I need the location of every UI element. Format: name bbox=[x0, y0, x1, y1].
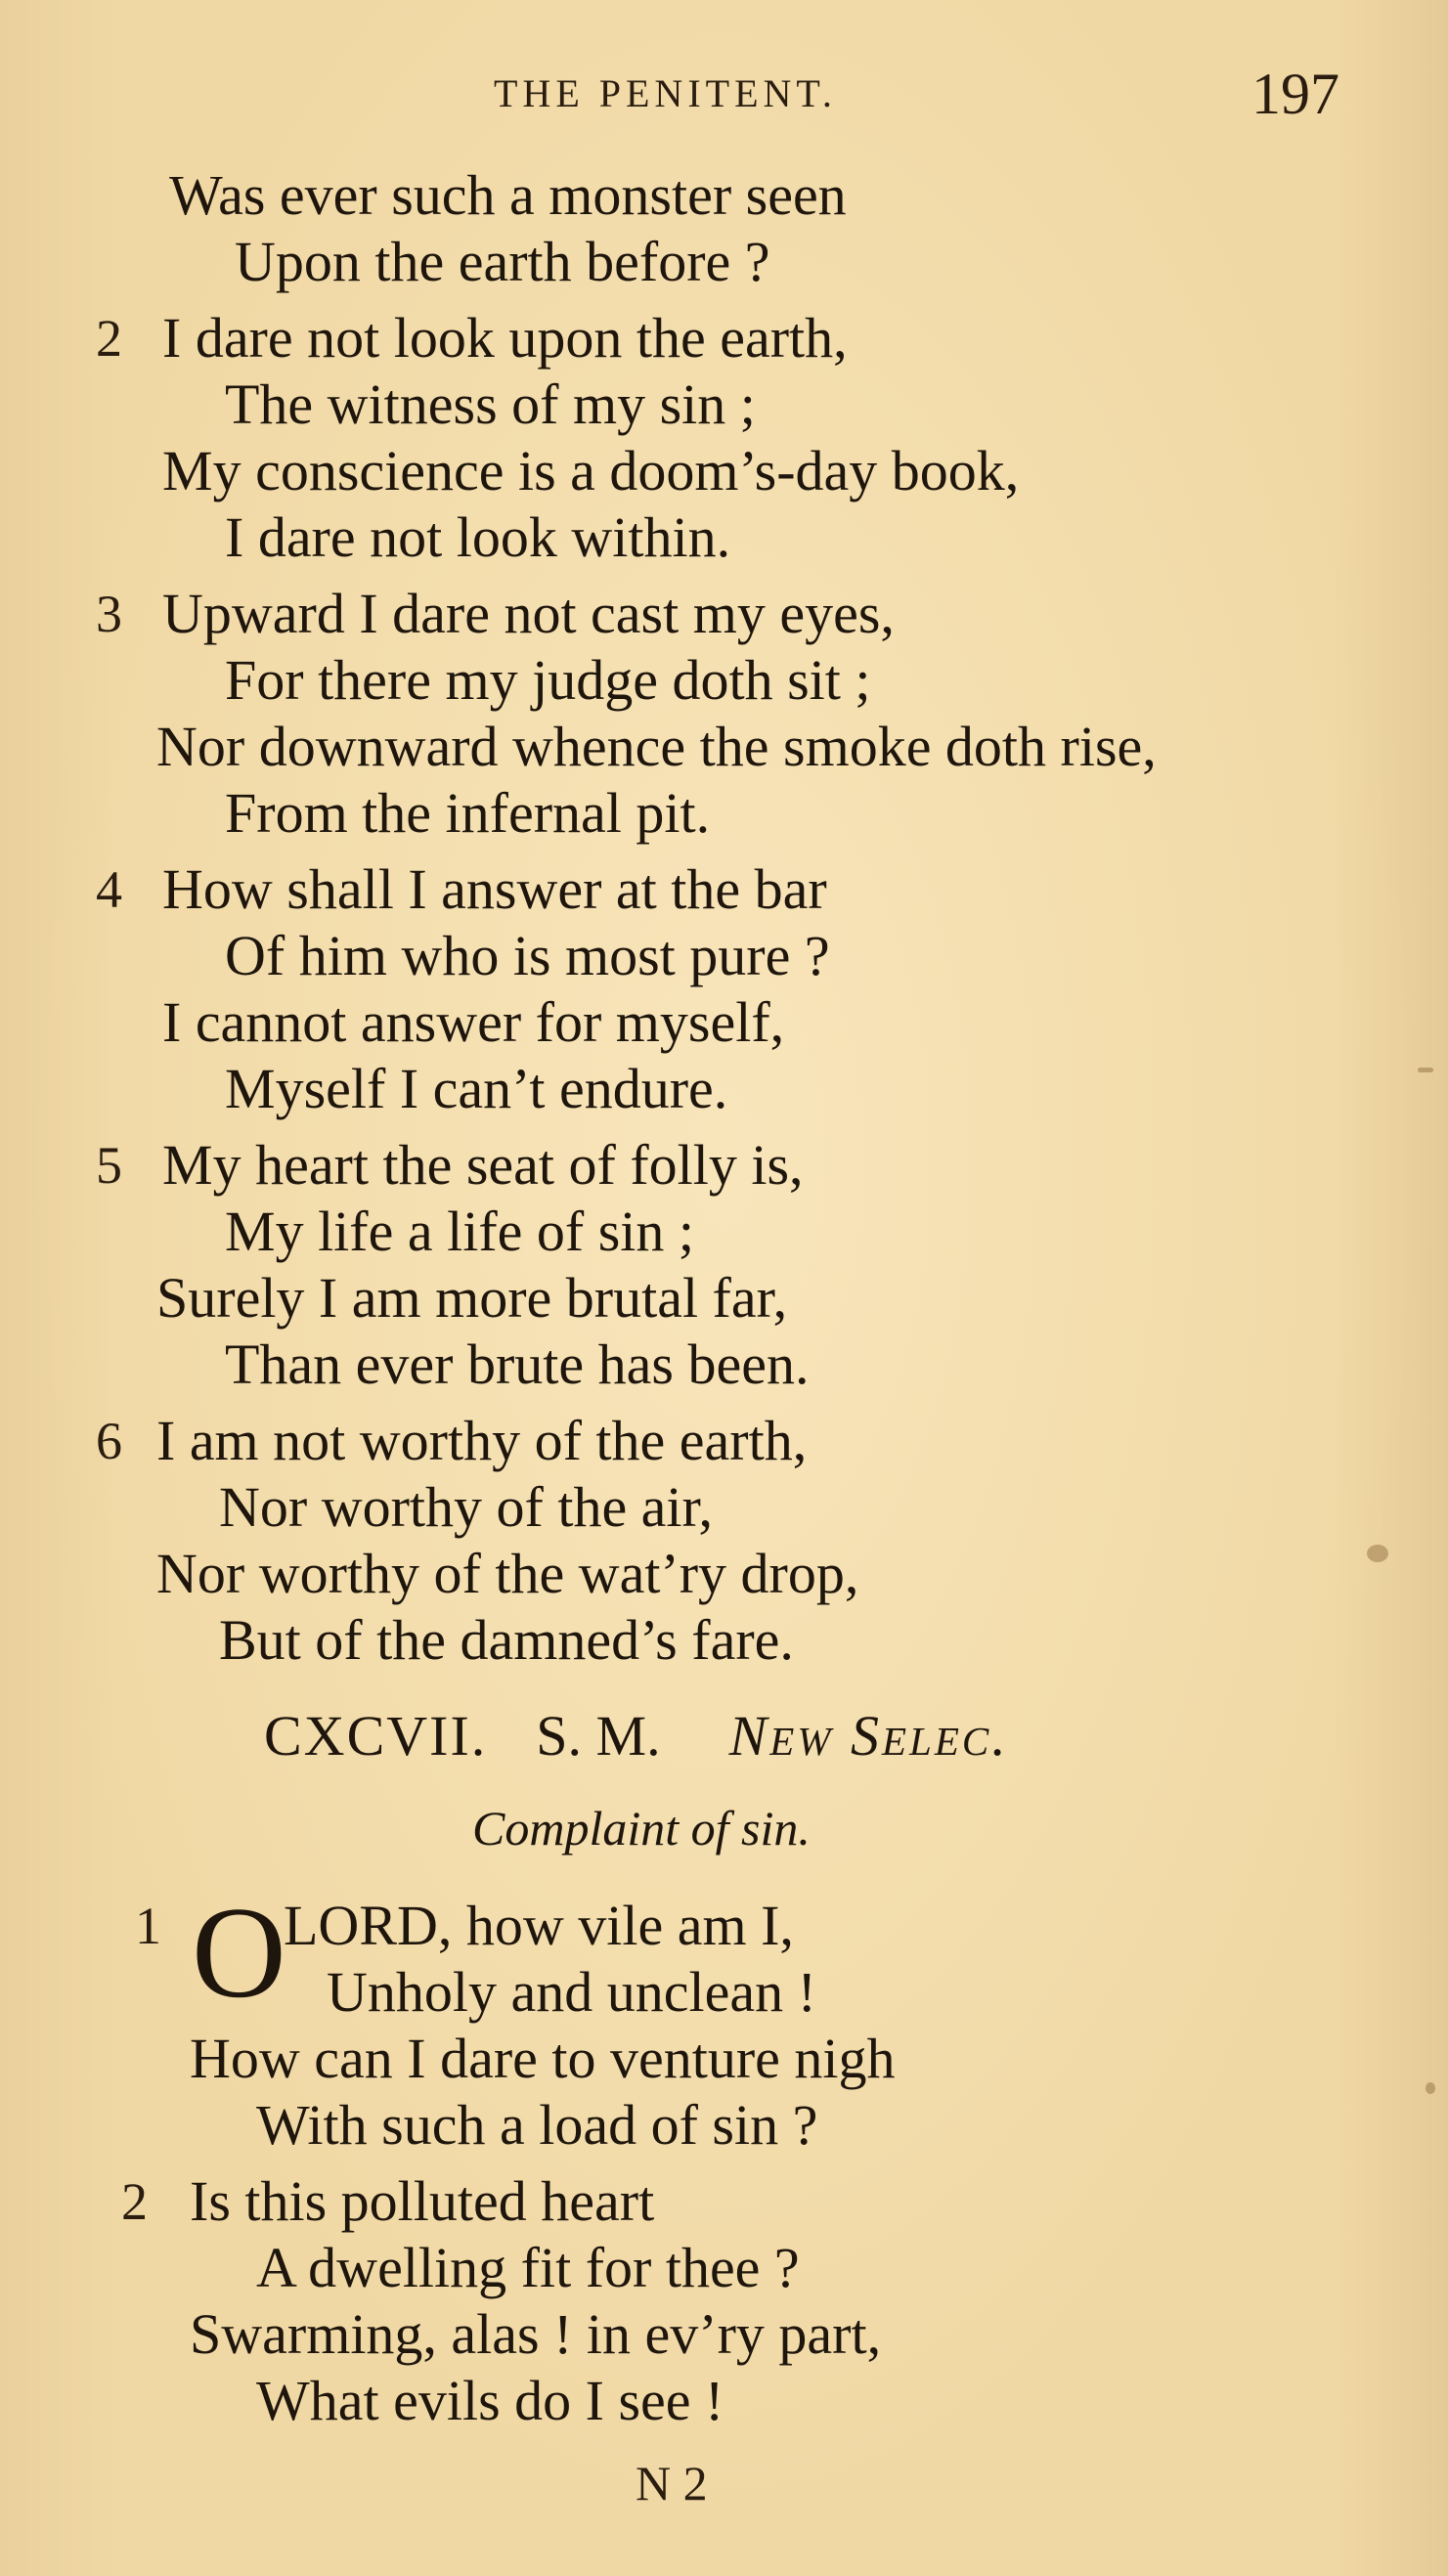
verse-line: I am not worthy of the earth, bbox=[156, 1409, 808, 1472]
hymn-heading bbox=[264, 1705, 1009, 1768]
verse-line: I cannot answer for myself, bbox=[162, 990, 785, 1054]
hymn-tune: New Selec. bbox=[728, 1704, 1009, 1768]
stanza-number: 2 bbox=[121, 2172, 148, 2231]
hymn-meter: S. M. bbox=[536, 1704, 661, 1768]
verse-line: My heart the seat of folly is, bbox=[162, 1133, 804, 1197]
verse-line: But of the damned’s fare. bbox=[219, 1608, 794, 1672]
verse-line: For there my judge doth sit ; bbox=[225, 648, 871, 712]
drop-cap: O bbox=[192, 1880, 286, 2025]
paper-spot bbox=[1367, 1545, 1388, 1562]
verse-line: How shall I answer at the bar bbox=[162, 857, 827, 921]
verse-line: A dwelling fit for thee ? bbox=[256, 2236, 800, 2299]
verse-line: Unholy and unclean ! bbox=[327, 1960, 816, 2024]
verse-line: I dare not look within. bbox=[225, 505, 731, 569]
verse-line: The witness of my sin ; bbox=[225, 372, 756, 436]
stanza-number: 1 bbox=[135, 1897, 161, 1955]
verse-line: Nor worthy of the wat’ry drop, bbox=[156, 1542, 859, 1605]
verse-line: My conscience is a doom’s-day book, bbox=[162, 439, 1020, 502]
verse-line: Nor downward whence the smoke doth rise, bbox=[156, 715, 1157, 778]
stanza-number: 3 bbox=[96, 585, 122, 643]
verse-line: Surely I am more brutal far, bbox=[156, 1266, 788, 1330]
paper-spot bbox=[1426, 2082, 1435, 2094]
stanza-number: 6 bbox=[96, 1412, 122, 1470]
verse-line: Is this polluted heart bbox=[190, 2169, 655, 2233]
verse-line: With such a load of sin ? bbox=[256, 2093, 818, 2157]
hymn-number: CXCVII. bbox=[264, 1704, 488, 1768]
verse-line: Upon the earth before ? bbox=[235, 230, 770, 293]
verse-line: I dare not look upon the earth, bbox=[162, 306, 848, 370]
verse-line: My life a life of sin ; bbox=[225, 1200, 695, 1263]
verse-line: Than ever brute has been. bbox=[225, 1332, 810, 1396]
verse-line: Was ever such a monster seen bbox=[169, 163, 847, 227]
verse-line: Upward I dare not cast my eyes, bbox=[162, 582, 895, 645]
paper-spot bbox=[1418, 1068, 1433, 1072]
verse-line: LORD, how vile am I, bbox=[284, 1894, 794, 1957]
signature-mark: N 2 bbox=[636, 2456, 708, 2511]
verse-line: Myself I can’t endure. bbox=[225, 1057, 728, 1120]
hymn-subtitle: Complaint of sin. bbox=[472, 1801, 811, 1856]
running-title: THE PENITENT. bbox=[494, 71, 837, 115]
verse-line: Nor worthy of the air, bbox=[219, 1475, 714, 1539]
stanza-number: 5 bbox=[96, 1136, 122, 1195]
verse-line: Swarming, alas ! in ev’ry part, bbox=[190, 2302, 882, 2366]
verse-line: Of him who is most pure ? bbox=[225, 924, 830, 987]
page-number: 197 bbox=[1251, 62, 1339, 126]
verse-line: From the infernal pit. bbox=[225, 781, 711, 845]
verse-line: How can I dare to venture nigh bbox=[190, 2027, 896, 2090]
stanza-number: 2 bbox=[96, 309, 122, 368]
verse-line: What evils do I see ! bbox=[256, 2369, 724, 2432]
stanza-number: 4 bbox=[96, 860, 122, 919]
